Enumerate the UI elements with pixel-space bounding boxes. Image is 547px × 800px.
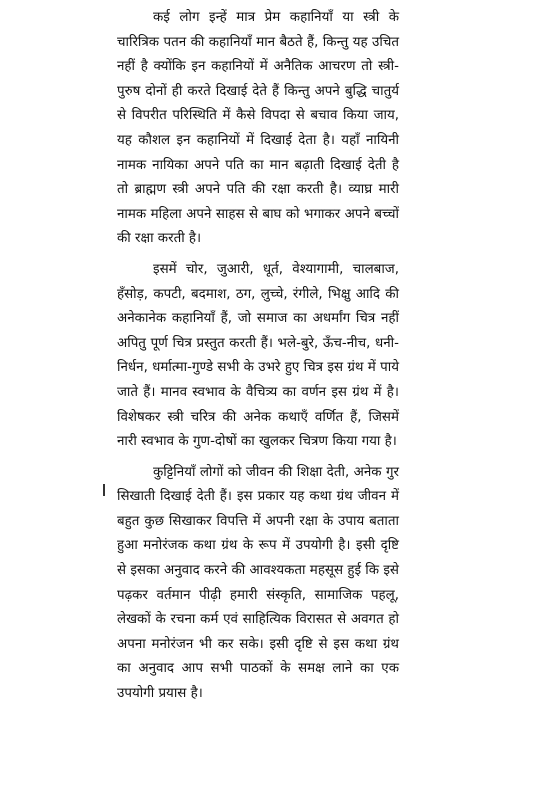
- paragraph-2: इसमें चोर, जुआरी, धूर्त, वेश्यागामी, चालबाज, हँसोड़, कपटी, बदमाश, ठग, लुच्चे, रंगीले, भिक्षु आदि की अनेकानेक कहानियाँ हैं, जो समाज का अधर्मांग चित्र नहीं अपितु पूर्ण चित्र प्रस्तुत करती हैं। भले-बुरे, ऊँच-नीच, धनी-निर्धन, धर्मात्मा-गुण्डे सभी के उभरे हुए चित्र इस ग्रंथ में पाये जाते हैं। मानव स्वभाव के वैचित्र्य का वर्णन इस ग्रंथ में है। विशेषकर स्त्री चरित्र की अनेक कथाएँ वर्णित हैं, जिसमें नारी स्वभाव के गुण-दोषों का खुलकर चित्रण किया गया है।: [117, 261, 399, 450]
- body-text: [117, 6, 399, 707]
- margin-mark: [103, 484, 105, 496]
- paragraph-1: कई लोग इन्हें मात्र प्रेम कहानियाँ या स्त्री के चारित्रिक पतन की कहानियाँ मान बैठते हैं, किन्तु यह उचित नहीं है क्योंकि इन कहानियों में अनैतिक आचरण तो स्त्री-पुरुष दोनों ही करते दिखाई देते हैं किन्तु अपने बुद्धि चातुर्य से विपरीत परिस्थिति में कैसे विपदा से बचाव किया जाय, यह कौशल इन कहानियों में दिखाई देता है। यहाँ नायिनी नामक नायिका अपने पति का मान बढ़ाती दिखाई देती है तो ब्राह्मण स्त्री अपने पति की रक्षा करती है। व्याघ्र मारी नामक महिला अपने साहस से बाघ को भगाकर अपने बच्चों की रक्षा करती है।: [117, 10, 399, 247]
- paragraph-3: कुट्टिनियाँ लोगों को जीवन की शिक्षा देती, अनेक गुर सिखाती दिखाई देती हैं। इस प्रकार यह कथा ग्रंथ जीवन में बहुत कुछ सिखाकर विपत्ति में अपनी रक्षा के उपाय बताता हुआ मनोरंजक कथा ग्रंथ के रूप में उपयोगी है। इसी दृष्टि से इसका अनुवाद करने की आवश्यकता महसूस हुई कि इसे पढ़कर वर्तमान पीढ़ी हमारी संस्कृति, सामाजिक पहलू, लेखकों के रचना कर्म एवं साहित्यिक विरासत से अवगत हो अपना मनोरंजन भी कर सके। इसी दृष्टि से इस कथा ग्रंथ का अनुवाद आप सभी पाठकों के समक्ष लाने का एक उपयोगी प्रयास है।: [117, 464, 399, 702]
